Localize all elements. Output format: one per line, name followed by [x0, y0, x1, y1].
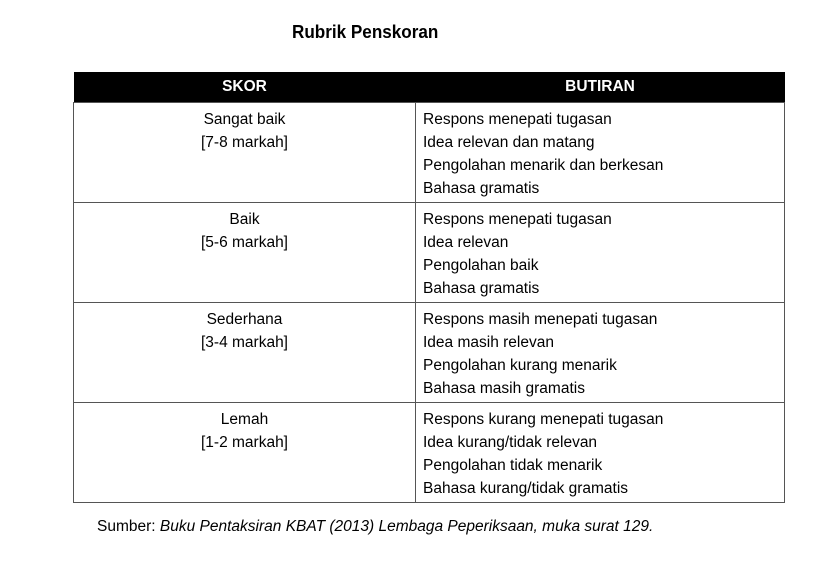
skor-cell [74, 103, 416, 203]
butiran-item: Respons menepati tugasan [423, 111, 612, 128]
butiran-item: Respons kurang menepati tugasan [423, 411, 664, 428]
header-skor: SKOR [74, 72, 416, 103]
butiran-item: Idea relevan [423, 234, 509, 251]
butiran-item: Respons menepati tugasan [423, 211, 612, 228]
skor-cell [74, 203, 416, 303]
skor-cell [74, 303, 416, 403]
butiran-item: Pengolahan baik [423, 257, 539, 274]
skor-marks: [1-2 markah] [200, 434, 288, 451]
butiran-cell [416, 403, 785, 503]
skor-level: Baik [229, 211, 260, 228]
butiran-cell [416, 103, 785, 203]
skor-marks: [7-8 markah] [200, 134, 288, 151]
table-row [74, 403, 785, 503]
butiran-item: Respons masih menepati tugasan [423, 311, 658, 328]
table-row [74, 103, 785, 203]
butiran-item: Idea masih relevan [423, 334, 554, 351]
table-row [74, 303, 785, 403]
skor-level: Sederhana [206, 311, 283, 328]
source-label: Sumber: [97, 518, 156, 535]
butiran-item: Bahasa kurang/tidak gramatis [423, 480, 629, 497]
source-note [97, 518, 653, 536]
skor-marks: [3-4 markah] [200, 334, 288, 351]
butiran-item: Pengolahan menarik dan berkesan [423, 157, 664, 174]
butiran-item: Idea kurang/tidak relevan [423, 434, 598, 451]
table-row [74, 203, 785, 303]
source-citation: Buku Pentaksiran KBAT (2013) Lembaga Peperiksaan, muka surat 129. [159, 518, 654, 535]
butiran-item: Idea relevan dan matang [423, 134, 595, 151]
skor-level: Sangat baik [203, 111, 286, 128]
butiran-item: Bahasa masih gramatis [423, 380, 585, 397]
page-title: Rubrik Penskoran [292, 22, 439, 42]
rubric-table [73, 72, 785, 503]
table-header-row [74, 72, 785, 103]
skor-level: Lemah [220, 411, 269, 428]
butiran-item: Bahasa gramatis [423, 180, 540, 197]
skor-cell [74, 403, 416, 503]
header-butiran: BUTIRAN [416, 72, 785, 103]
skor-marks: [5-6 markah] [200, 234, 288, 251]
butiran-cell [416, 303, 785, 403]
butiran-item: Pengolahan tidak menarik [423, 457, 603, 474]
butiran-cell [416, 203, 785, 303]
butiran-item: Bahasa gramatis [423, 280, 540, 297]
butiran-item: Pengolahan kurang menarik [423, 357, 617, 374]
